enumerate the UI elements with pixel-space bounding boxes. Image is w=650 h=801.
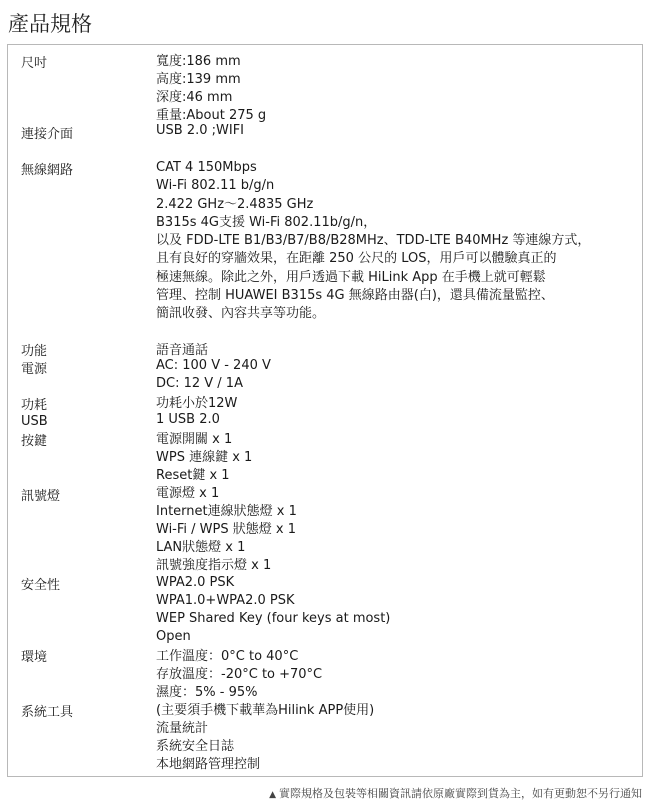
footer-text: 實際規格及包裝等相關資訊請依原廠實際到貨為主，如有更動恕不另行通知 — [279, 787, 642, 800]
spec-label-leds: 訊號燈 — [21, 489, 61, 504]
spec-value: (主要須手機下載華為Hilink APP使用) — [156, 703, 375, 718]
spec-value: 電源燈 x 1 — [156, 486, 220, 501]
spec-value: 訊號強度指示燈 x 1 — [156, 558, 272, 573]
spec-label-power: 電源 — [21, 362, 48, 377]
spec-value: 管理、控制 HUAWEI B315s 4G 無線路由器(白)，還具備流量監控、 — [156, 288, 554, 303]
spec-value: 簡訊收發、內容共享等功能。 — [156, 306, 326, 321]
spec-value: 本地網路管理控制 — [156, 757, 261, 772]
spec-value: 存放溫度：-20°C to +70°C — [156, 667, 323, 682]
spec-label-security: 安全性 — [21, 578, 61, 593]
spec-value: Wi-Fi / WPS 狀態燈 x 1 — [156, 522, 296, 537]
spec-label-interface: 連接介面 — [21, 127, 74, 142]
spec-value: CAT 4 150Mbps — [156, 160, 257, 175]
spec-label-buttons: 按鍵 — [21, 434, 48, 449]
spec-label-wireless: 無線網路 — [21, 163, 74, 178]
spec-value: 深度:46 mm — [156, 90, 233, 105]
spec-value: DC: 12 V / 1A — [156, 376, 243, 391]
spec-table — [7, 44, 643, 777]
spec-value: 工作溫度：0°C to 40°C — [156, 649, 299, 664]
spec-value: 高度:139 mm — [156, 72, 241, 87]
spec-value: 極速無線。除此之外，用戶透過下載 HiLink App 在手機上就可輕鬆 — [156, 270, 546, 285]
triangle-up-icon: ▲ — [269, 790, 276, 800]
spec-value: 重量:About 275 g — [156, 108, 267, 123]
spec-label-tools: 系統工具 — [21, 705, 74, 720]
spec-label-function: 功能 — [21, 344, 48, 359]
spec-label-usb: USB — [21, 414, 48, 429]
spec-value: USB 2.0 ;WIFI — [156, 123, 245, 138]
spec-value: 功耗小於12W — [156, 396, 238, 411]
spec-value: Open — [156, 629, 191, 644]
footer-disclaimer — [269, 785, 642, 801]
spec-value: WPA2.0 PSK — [156, 575, 235, 590]
spec-value: AC: 100 V - 240 V — [156, 358, 271, 373]
spec-value: 電源開關 x 1 — [156, 432, 233, 447]
spec-value: Internet連線狀態燈 x 1 — [156, 504, 297, 519]
spec-value: 2.422 GHz～2.4835 GHz — [156, 197, 314, 212]
spec-value: 寬度:186 mm — [156, 54, 241, 69]
spec-label-environment: 環境 — [21, 650, 48, 665]
spec-value: WPA1.0+WPA2.0 PSK — [156, 593, 295, 608]
page-title: 產品規格 — [8, 12, 92, 36]
spec-value: B315s 4G支援 Wi-Fi 802.11b/g/n， — [156, 215, 377, 230]
spec-value: 語音通話 — [156, 343, 209, 358]
spec-value: 且有良好的穿牆效果，在距離 250 公尺的 LOS，用戶可以體驗真正的 — [156, 251, 557, 266]
spec-value: 系統安全日誌 — [156, 739, 235, 754]
spec-value: Wi-Fi 802.11 b/g/n — [156, 178, 275, 193]
spec-value: Reset鍵 x 1 — [156, 468, 230, 483]
spec-value: 以及 FDD-LTE B1/B3/B7/B8/B28MHz、TDD-LTE B40MHz 等連線方式， — [156, 233, 591, 248]
spec-label-size: 尺吋 — [21, 56, 48, 71]
spec-value: 1 USB 2.0 — [156, 412, 220, 427]
spec-label-consumption: 功耗 — [21, 398, 48, 413]
spec-value: WEP Shared Key (four keys at most) — [156, 611, 391, 626]
spec-value: LAN狀態燈 x 1 — [156, 540, 246, 555]
spec-value: 濕度：5% - 95% — [156, 685, 258, 700]
spec-value: 流量統計 — [156, 721, 209, 736]
spec-value: WPS 連線鍵 x 1 — [156, 450, 253, 465]
